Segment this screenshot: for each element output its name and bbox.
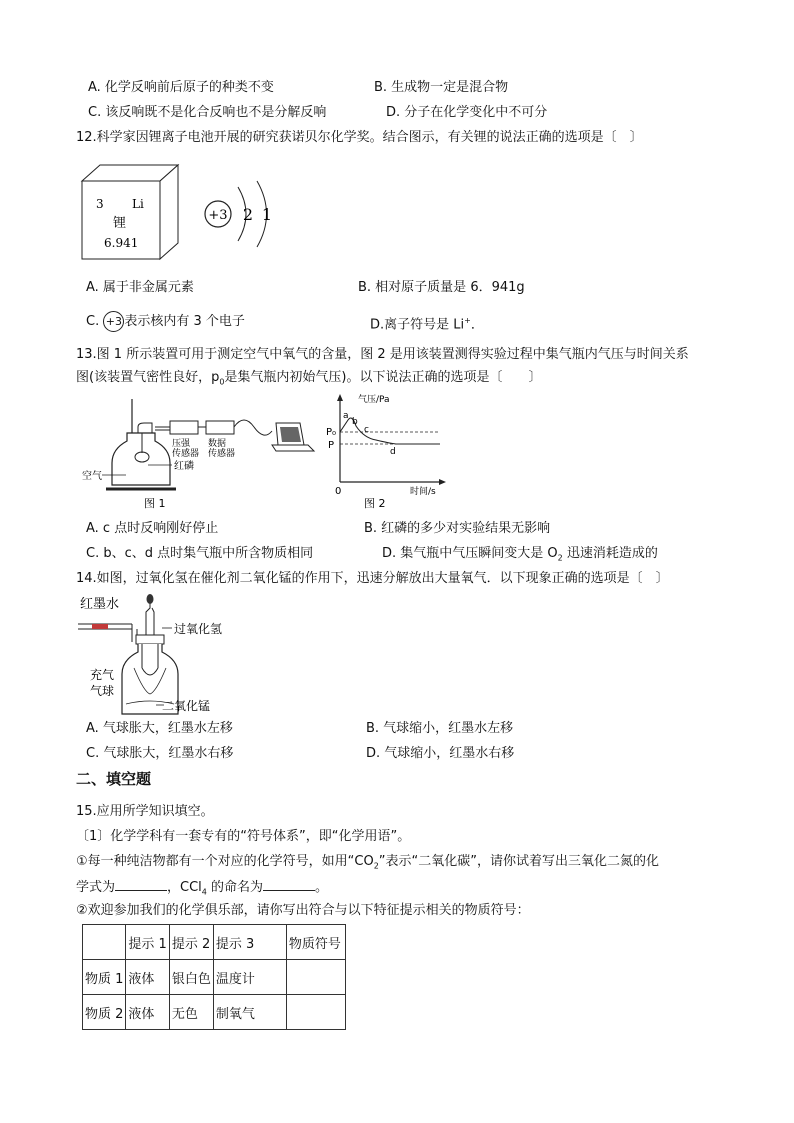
q11-option-a: A. 化学反响前后原子的种类不变: [88, 80, 274, 95]
answer-cell[interactable]: [286, 995, 345, 1030]
element-card: [82, 165, 178, 259]
q12-option-a: A. 属于非金属元素: [86, 280, 194, 295]
fig1-caption: 图 1: [144, 497, 166, 510]
sensor1-label-a: 压强: [172, 439, 191, 449]
q15-paragraph-3: [76, 878, 328, 902]
element-name: 锂: [113, 216, 127, 231]
sensor2-label-b: 传感器: [208, 449, 236, 459]
q15-paragraph-2: [76, 853, 659, 876]
q13-option-d-text: D. 集气瓶中气压瞬间变大是 O: [382, 546, 558, 561]
q13-stem-text: 图(该装置气密性良好，p: [76, 370, 220, 385]
atomic-mass: 6.941: [104, 236, 139, 250]
table-header-cell: 提示 2: [169, 925, 213, 960]
nucleus-circle-symbol: +3: [103, 311, 124, 332]
mno2-label: 二氧化锰: [162, 699, 211, 713]
section-title: 二、填空题: [76, 770, 152, 788]
y-axis-label: 气压/Pa: [358, 395, 390, 405]
atomic-number: 3: [96, 197, 104, 211]
atom-structure-diagram: [205, 181, 272, 247]
q14-option-c: C. 气球胀大，红墨水右移: [86, 746, 234, 761]
q15-p2-sub: 2: [373, 861, 379, 871]
fig2-caption: 图 2: [364, 497, 386, 510]
air-label: 空气: [82, 471, 102, 482]
pressure-sensor: [170, 421, 198, 434]
q11-option-b: B. 生成物一定是混合物: [374, 80, 509, 95]
table-cell: 液体: [126, 960, 169, 995]
q14-option-d: D. 气球缩小，红墨水右移: [366, 746, 515, 761]
q15-stem: 15.应用所学知识填空。: [76, 804, 214, 819]
q15-p3-mid: ，CCl: [167, 880, 202, 895]
h2o2-label: 过氧化氢: [174, 622, 223, 636]
table-header-cell: 提示 3: [213, 925, 286, 960]
answer-blank-1[interactable]: [115, 878, 167, 891]
q12-stem: 12.科学家因锂离子电池开展的研究获诺贝尔化学奖。结合图示，有关锂的说法正确的选项是〔 〕: [76, 130, 643, 145]
data-sensor: [206, 421, 234, 434]
answer-blank-2[interactable]: [263, 878, 315, 891]
red-ink-label: 红墨水: [80, 597, 120, 612]
nucleus-charge: +3: [208, 208, 228, 223]
q13-stem-text-end: 是集气瓶内初始气压)。以下说法正确的选项是〔 〕: [224, 370, 542, 385]
q13-option-d-sub: 2: [557, 553, 563, 563]
table-header-cell: [83, 925, 126, 960]
q15-p3-end: 。: [315, 880, 329, 895]
q12-option-d-text: D.离子符号是 Li: [370, 317, 465, 333]
p-label: P: [328, 440, 335, 451]
table-cell: 物质 2: [83, 995, 126, 1030]
sensor1-label-b: 传感器: [172, 449, 200, 459]
q13-figure-2: [322, 390, 452, 515]
q13-option-a: A. c 点时反响刚好停止: [86, 521, 219, 536]
q15-paragraph-1: 〔1〕化学学科有一套专有的“符号体系”，即“化学用语”。: [76, 829, 411, 844]
q15-p2-text: ①每一种纯洁物都有一个对应的化学符号，如用“CO: [76, 854, 374, 869]
table-cell: 液体: [126, 995, 169, 1030]
origin-label: 0: [335, 486, 342, 497]
q15-paragraph-4: ②欢迎参加我们的化学俱乐部，请你写出符合与以下特征提示相关的物质符号：: [76, 903, 530, 918]
table-cell: 物质 1: [83, 960, 126, 995]
red-ink-drop: [92, 624, 108, 629]
point-b-label: b: [352, 417, 358, 427]
shell2-electrons: 1: [261, 205, 273, 224]
table-row: [83, 995, 346, 1030]
q12-option-d: [370, 312, 484, 334]
q13-option-b: B. 红磷的多少对实验结果无影响: [364, 521, 551, 536]
q13-option-d-end: 迅速消耗造成的: [562, 546, 658, 561]
q13-option-c: C. b、c、d 点时集气瓶中所含物质相同: [86, 546, 314, 561]
table-header-cell: 物质符号: [286, 925, 345, 960]
table-row: [83, 960, 346, 995]
q13-figure-1: [82, 393, 322, 515]
point-d-label: d: [390, 447, 396, 457]
q14-stem: 14.如图，过氧化氢在催化剂二氧化锰的作用下，迅速分解放出大量氧气．以下现象正确的选项是〔 〕: [76, 571, 669, 586]
q15-p3-text: 学式为: [76, 880, 116, 895]
table-cell: 温度计: [213, 960, 286, 995]
q15-p3-mid-end: 的命名为: [206, 880, 264, 895]
element-symbol: Li: [132, 197, 144, 211]
phosphorus-label: 红磷: [174, 461, 194, 472]
shell1-electrons: 2: [242, 205, 254, 224]
q12-option-d-end: ．: [470, 317, 484, 333]
q13-stem-line2: [76, 369, 542, 392]
p0-label: P₀: [326, 427, 337, 438]
q12-figure: [80, 163, 290, 263]
sensor2-label-a: 数据: [208, 439, 227, 449]
q15-p3-sub: 4: [201, 887, 207, 897]
q11-option-c: C. 该反响既不是化合反响也不是分解反响: [88, 105, 327, 120]
point-c-label: c: [364, 425, 369, 435]
point-a-label: a: [343, 411, 349, 421]
q14-option-a: A. 气球胀大，红墨水左移: [86, 721, 233, 736]
table-cell: 银白色: [169, 960, 213, 995]
table-header-cell: 提示 1: [126, 925, 169, 960]
table-header-row: [83, 925, 346, 960]
stopper: [136, 635, 164, 644]
answer-cell[interactable]: [286, 960, 345, 995]
x-axis-label: 时间/s: [410, 487, 436, 497]
q11-option-d: D. 分子在化学变化中不可分: [386, 105, 548, 120]
q12-option-d-sup: +: [464, 316, 471, 325]
q15-p2-text-end: ”表示“二氧化碳”，请你试着写出三氧化二氮的化: [378, 854, 660, 869]
q12-option-c-text: 表示核内有 3 个电子: [124, 314, 245, 329]
dropper-bulb: [147, 594, 154, 604]
q14-option-b: B. 气球缩小，红墨水左移: [366, 721, 514, 736]
balloon-label-b: 气球: [90, 684, 115, 698]
q12-option-b: B. 相对原子质量是 6．941g: [358, 280, 525, 295]
q13-option-d: [382, 545, 658, 568]
q13-stem-sub: 0: [219, 377, 225, 387]
q14-figure: [76, 590, 256, 720]
balloon-label-a: 充气: [90, 668, 115, 682]
q13-stem-line1: 13.图 1 所示装置可用于测定空气中氧气的含量，图 2 是用该装置测得实验过程中集气瓶内气压与时间关系: [76, 347, 689, 362]
gas-bottle: [112, 433, 170, 485]
q12-option-c: C. +3 表示核内有 3 个电子: [86, 311, 245, 332]
table-cell: 无色: [169, 995, 213, 1030]
symbol-table: [82, 924, 346, 1030]
table-cell: 制氧气: [213, 995, 286, 1030]
